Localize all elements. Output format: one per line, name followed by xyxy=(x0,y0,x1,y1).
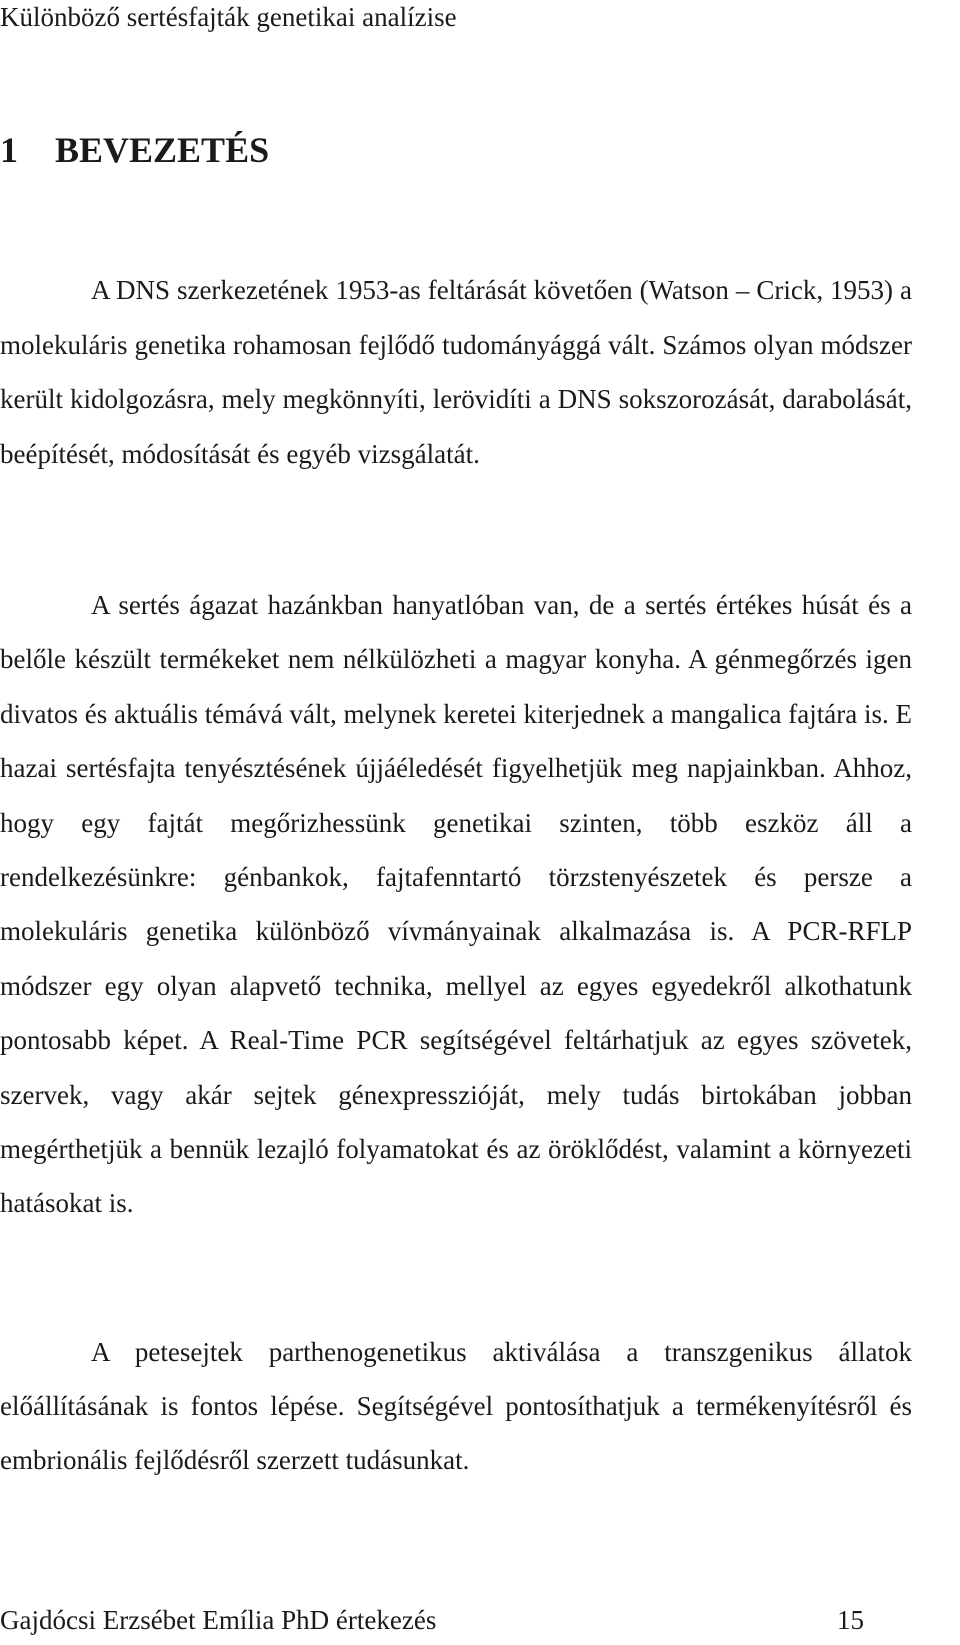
page-number: 15 xyxy=(837,1605,864,1635)
chapter-heading xyxy=(0,128,269,172)
paragraph-3 xyxy=(0,1325,912,1487)
chapter-number: 1 xyxy=(0,130,18,170)
chapter-title: BEVEZETÉS xyxy=(55,130,270,170)
footer-author-line: Gajdócsi Erzsébet Emília PhD értekezés xyxy=(0,1605,437,1635)
running-header: Különböző sertésfajták genetikai analízise xyxy=(0,2,457,32)
paragraph-2 xyxy=(0,578,912,1231)
paragraph-1-text: A DNS szerkezetének 1953-as feltárását követően (Watson – Crick, 1953) a molekuláris genetika rohamosan fejlődő tudományággá vált. Számos olyan módszer került kidolgozásra, mely megkönnyíti, lerövidíti a DNS sokszorozását, darabolását, beépítését, módosítását és egyéb vizsgálatát. xyxy=(0,275,912,469)
paragraph-2-text: A sertés ágazat hazánkban hanyatlóban van, de a sertés értékes húsát és a belőle készült termékeket nem nélkülözheti a magyar konyha. A génmegőrzés igen divatos és aktuális témává vált, melynek keretei kiterjednek a mangalica fajtára is. E hazai sertésfajta tenyésztésének újjáéledését figyelhetjük meg napjainkban. Ahhoz, hogy egy fajtát megőrizhessünk genetikai szinten, több eszköz áll a rendelkezésünkre: génbankok, fajtafenntartó törzstenyészetek és persze a molekuláris genetika különböző vívmányainak alkalmazása is. A PCR-RFLP módszer egy olyan alapvető technika, mellyel az egyes egyedekről alkothatunk pontosabb képet. A Real-Time PCR segítségével feltárhatjuk az egyes szövetek, szervek, vagy akár sejtek génexpresszióját, mely tudás birtokában jobban megérthetjük a bennük lezajló folyamatokat és az öröklődést, valamint a környezeti hatásokat is. xyxy=(0,590,912,1219)
page-footer xyxy=(0,1603,912,1637)
paragraph-1 xyxy=(0,263,912,481)
paragraph-3-text: A petesejtek parthenogenetikus aktiválása a transzgenikus állatok előállításának is fontos lépése. Segítségével pontosíthatjuk a termékenyítésről és embrionális fejlődésről szerzett tudásunkat. xyxy=(0,1337,912,1475)
